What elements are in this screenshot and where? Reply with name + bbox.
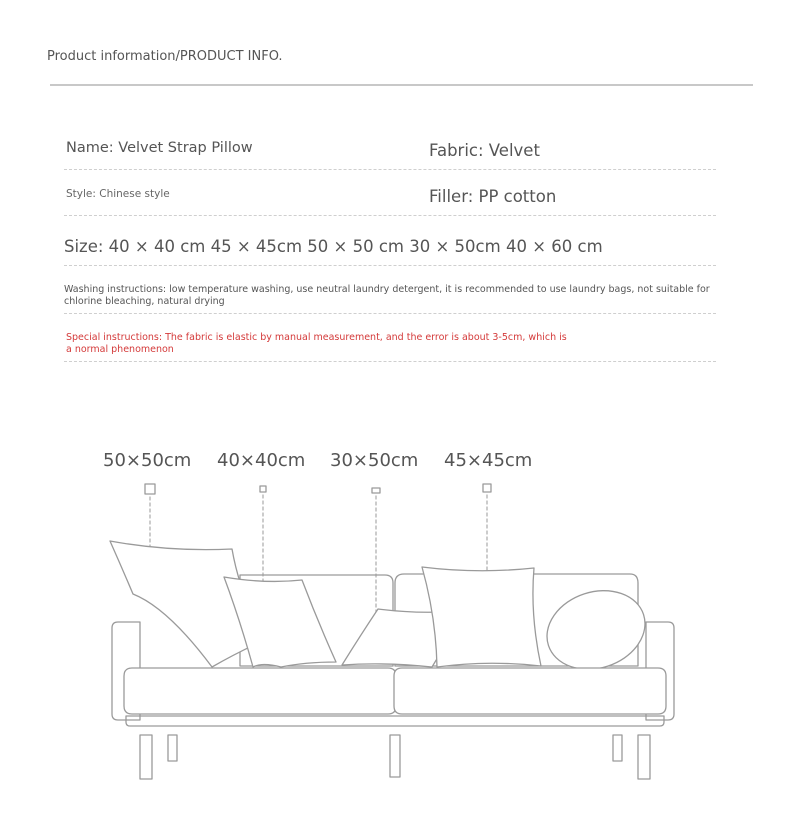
section-title: Product information/PRODUCT INFO. <box>47 49 283 64</box>
washing-line-2: chlorine bleaching, natural drying <box>64 296 225 307</box>
pillow-45x45 <box>422 567 541 667</box>
product-style: Style: Chinese style <box>66 188 170 200</box>
size-label-40x40: 40×40cm <box>217 450 306 471</box>
special-line-2: a normal phenomenon <box>66 344 174 355</box>
size-marker-40x40 <box>260 486 266 492</box>
size-marker-45x45 <box>483 484 491 492</box>
sofa-leg <box>140 735 152 779</box>
washing-line-1: Washing instructions: low temperature washing, use neutral laundry detergent, it is recommended to use laundry bags, not suitable for <box>64 284 710 295</box>
sofa-leg <box>168 735 177 761</box>
size-label-30x50: 30×50cm <box>330 450 419 471</box>
product-sizes: Size: 40 × 40 cm 45 × 45cm 50 × 50 cm 30 × 50cm 40 × 60 cm <box>64 237 603 256</box>
product-filler: Filler: PP cotton <box>429 187 557 206</box>
product-name: Name: Velvet Strap Pillow <box>66 140 253 156</box>
product-fabric: Fabric: Velvet <box>429 141 540 160</box>
size-marker-30x50 <box>372 488 380 493</box>
seat-cushion-right <box>394 668 666 714</box>
sofa-leg <box>638 735 650 779</box>
size-label-50x50: 50×50cm <box>103 450 192 471</box>
sofa-base <box>126 716 664 726</box>
size-label-45x45: 45×45cm <box>444 450 533 471</box>
seat-cushion-left <box>124 668 396 714</box>
sofa-leg <box>613 735 622 761</box>
pillow-40x40 <box>224 577 336 667</box>
size-marker-50x50 <box>145 484 155 494</box>
special-line-1: Special instructions: The fabric is elastic by manual measurement, and the error is about 3-5cm, which is <box>66 332 567 343</box>
sofa-leg <box>390 735 400 777</box>
